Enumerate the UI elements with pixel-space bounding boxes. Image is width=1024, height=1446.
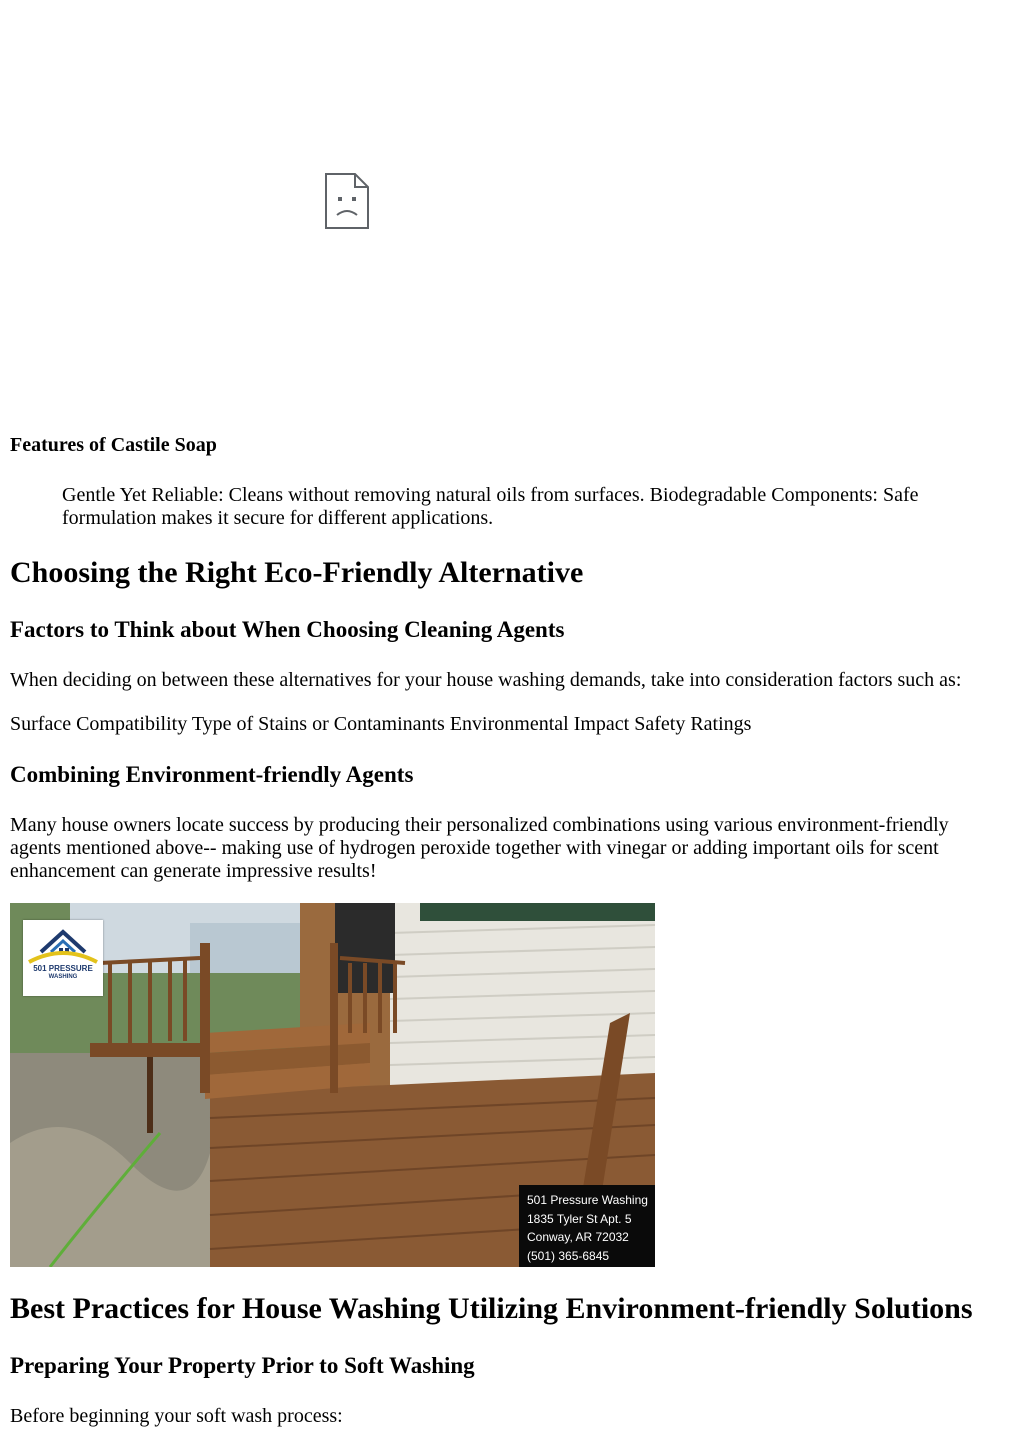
subsection-title-combining: Combining Environment-friendly Agents xyxy=(10,762,414,787)
business-name: 501 Pressure Washing xyxy=(527,1193,648,1207)
address-overlay xyxy=(519,1185,655,1267)
broken-image-icon xyxy=(325,173,369,229)
company-logo xyxy=(23,920,103,996)
factors-list-paragraph: Surface Compatibility Type of Stains or Contaminants Environmental Impact Safety Ratings xyxy=(10,713,752,735)
factors-intro-paragraph: When deciding on between these alternatives for your house washing demands, take into consideration factors such as: xyxy=(10,669,962,691)
business-city: Conway, AR 72032 xyxy=(527,1230,629,1244)
combining-paragraph: Many house owners locate success by producing their personalized combinations using various environment-friendly agents mentioned above-- making use of hydrogen peroxide together with vinegar or adding important oils for scent enhancement can generate impressive results! xyxy=(10,814,949,882)
deck-photo xyxy=(10,903,655,1267)
business-street: 1835 Tyler St Apt. 5 xyxy=(527,1211,632,1226)
castile-heading: Features of Castile Soap xyxy=(10,434,217,456)
castile-quote: Gentle Yet Reliable: Cleans without removing natural oils from surfaces. Biodegradable Components: Safe formulation makes it secure for different applications. xyxy=(62,484,919,529)
subsection-title-preparing: Preparing Your Property Prior to Soft Washing xyxy=(10,1353,475,1378)
section-title-best-practices: Best Practices for House Washing Utilizing Environment-friendly Solutions xyxy=(10,1292,973,1325)
logo-line2: WASHING xyxy=(48,974,78,980)
section-title-choosing: Choosing the Right Eco-Friendly Alternative xyxy=(10,556,584,589)
logo-line1: 501 PRESSURE xyxy=(33,964,93,973)
house-logo-icon xyxy=(23,922,103,966)
subsection-title-factors: Factors to Think about When Choosing Cleaning Agents xyxy=(10,617,565,642)
preparing-paragraph: Before beginning your soft wash process: xyxy=(10,1405,343,1427)
business-phone: (501) 365-6845 xyxy=(527,1248,610,1263)
